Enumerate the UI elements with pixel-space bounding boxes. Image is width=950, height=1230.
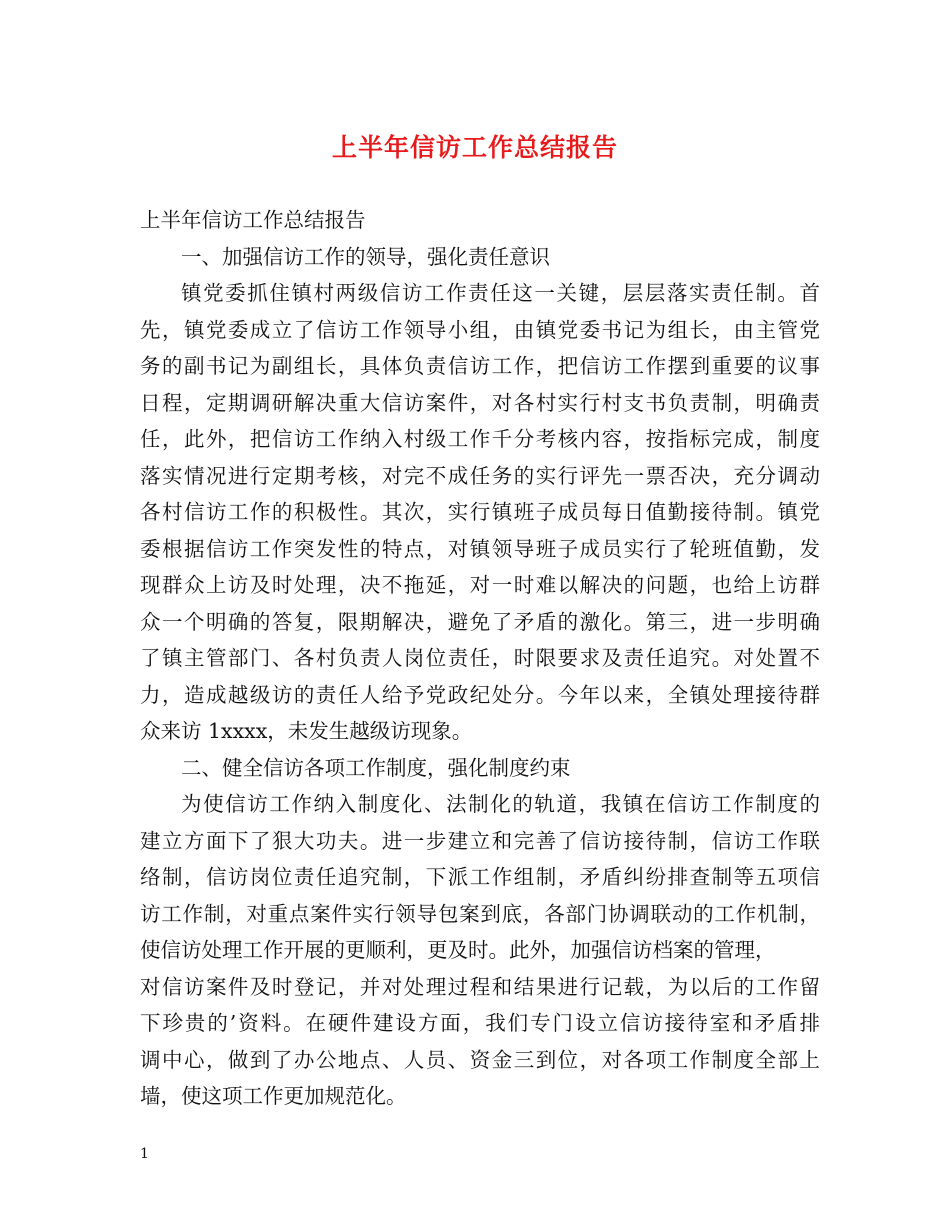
paragraph-line: 委根据信访工作突发性的特点，对镇领导班子成员实行了轮班值勤，发	[140, 536, 820, 561]
section-heading-1: 一、加强信访工作的领导，强化责任意识	[181, 244, 550, 269]
paragraph-line: 络制，信访岗位责任追究制，下派工作组制，矛盾纠纷排查制等五项信	[140, 865, 820, 889]
paragraph-line: 调中心，做到了办公地点、人员、资金三到位，对各项工作制度全部上	[140, 1047, 820, 1072]
paragraph-line: 各村信访工作的积极性。其次，实行镇班子成员每日值勤接待制。镇党	[140, 500, 820, 524]
paragraph-line: 日程，定期调研解决重大信访案件，对各村实行村支书负责制，明确责	[140, 390, 820, 415]
paragraph-line: 下珍贵的’资料。在硬件建设方面，我们专门设立信访接待室和矛盾排	[140, 1011, 820, 1035]
paragraph-line: 了镇主管部门、各村负责人岗位责任，时限要求及责任追究。对处置不	[140, 646, 820, 670]
paragraph-line: 访工作制，对重点案件实行领导包案到底，各部门协调联动的工作机制，	[140, 901, 820, 926]
paragraph-line: 建立方面下了狠大功夫。进一步建立和完善了信访接待制，信访工作联	[140, 828, 820, 853]
paragraph-line: 落实情况进行定期考核，对完不成任务的实行评先一票否决，充分调动	[140, 463, 820, 488]
paragraph-line: 镇党委抓住镇村两级信访工作责任这一关键，层层落实责任制。首	[181, 281, 820, 305]
paragraph-line: 任，此外，把信访工作纳入村级工作千分考核内容，按指标完成，制度	[140, 427, 820, 451]
paragraph-line: 务的副书记为副组长，具体负责信访工作，把信访工作摆到重要的议事	[140, 354, 820, 378]
paragraph-line: 为使信访工作纳入制度化、法制化的轨道，我镇在信访工作制度的	[181, 792, 820, 816]
section-heading-2: 二、健全信访各项工作制度，强化制度约束	[181, 755, 571, 780]
page-number: 1	[140, 1146, 149, 1162]
paragraph-line: 墙，使这项工作更加规范化。	[140, 1084, 407, 1108]
paragraph-line: 使信访处理工作开展的更顺利，更及时。此外，加强信访档案的管理，	[140, 938, 776, 962]
paragraph-line: 众一个明确的答复，限期解决，避免了矛盾的激化。第三，进一步明确	[140, 609, 820, 634]
document-title: 上半年信访工作总结报告	[331, 133, 618, 162]
document-body	[140, 202, 820, 1115]
paragraph-line: 先，镇党委成立了信访工作领导小组，由镇党委书记为组长，由主管党	[140, 317, 820, 342]
paragraph-line: 对信访案件及时登记，并对处理过程和结果进行记载，为以后的工作留	[140, 974, 820, 999]
paragraph-line: 现群众上访及时处理，决不拖延，对一时难以解决的问题，也给上访群	[140, 573, 820, 597]
paragraph-line: 众来访 1xxxx，未发生越级访现象。	[140, 719, 473, 743]
body-subtitle: 上半年信访工作总结报告	[140, 208, 366, 232]
paragraph-line: 力，造成越级访的责任人给予党政纪处分。今年以来，全镇处理接待群	[140, 682, 820, 707]
